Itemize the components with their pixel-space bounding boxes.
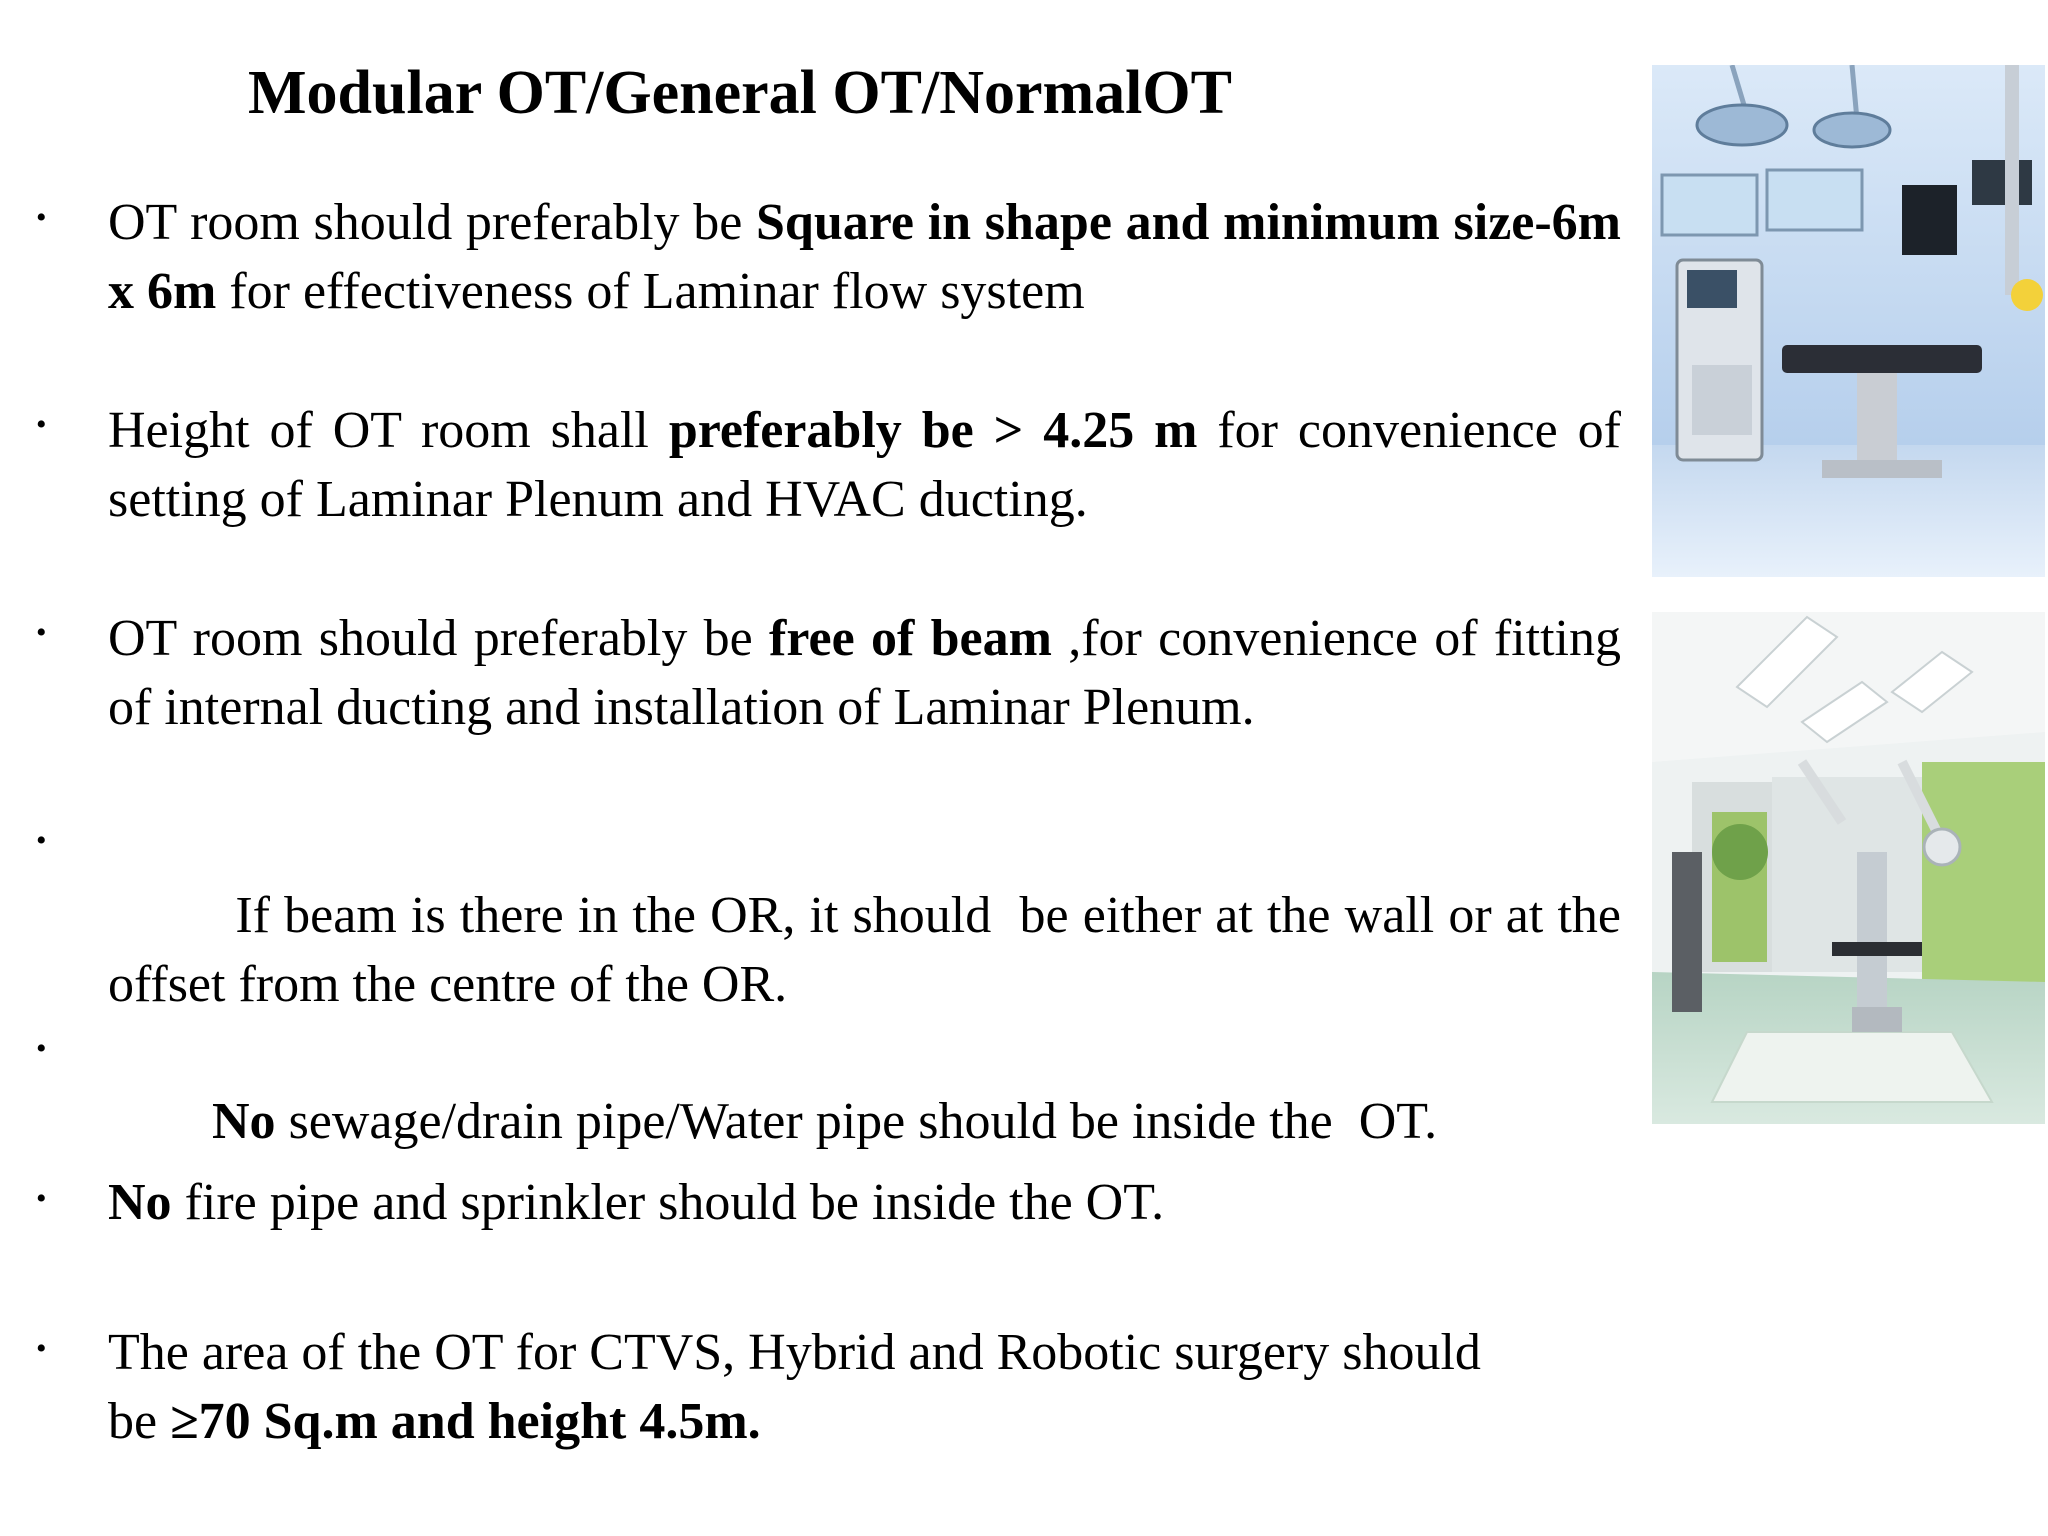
bullet-text (108, 1168, 1621, 1237)
text-run: OT room should preferably be (108, 194, 757, 251)
bullet-text (108, 188, 1621, 326)
text-run-bold: free of beam (769, 610, 1052, 667)
text-run-bold: ≥70 Sq.m and height 4.5m. (170, 1393, 761, 1450)
text-run-bold: No (212, 1093, 276, 1150)
bullet-marker: • (36, 408, 47, 441)
bullet-text (108, 604, 1621, 742)
bullet-text (108, 396, 1621, 534)
text-run: If beam is there in the OR, it should be either at the wall or at the offset from the centre of the OR. (108, 887, 1634, 1013)
text-run: for convenience of setting of Laminar Plenum and HVAC ducting. (108, 402, 1621, 528)
bullet-marker: • (36, 1332, 47, 1365)
bullet-text (108, 1318, 1508, 1456)
bullet-marker: • (36, 1182, 47, 1215)
text-run: OT room should preferably be (108, 610, 770, 667)
text-run-bold: No (108, 1174, 172, 1231)
bullet-marker: • (36, 1032, 47, 1065)
bullet-marker: • (36, 201, 47, 234)
text-run: Height of OT room shall (108, 402, 669, 459)
text-run: ,for convenience of fitting of internal ducting and installation of Laminar Plenum. (108, 610, 1622, 736)
bullet-marker: • (36, 824, 47, 857)
text-run-bold: Square in shape and minimum size-6m x 6m (108, 194, 1621, 320)
operating-room-photo-green-icon (1652, 612, 2045, 1124)
operating-room-photo-blue-icon (1652, 65, 2045, 577)
text-run: The area of the OT for CTVS, Hybrid and Robotic surgery should be (108, 1324, 1481, 1450)
bullet-marker: • (36, 616, 47, 649)
text-run: for effectiveness of Laminar flow system (216, 263, 1085, 320)
slide-title: Modular OT/General OT/NormalOT (248, 59, 1232, 127)
text-run-bold: preferably be > 4.25 m (668, 402, 1198, 459)
text-run: fire pipe and sprinkler should be inside the OT. (171, 1174, 1165, 1231)
text-run: sewage/drain pipe/Water pipe should be inside the OT. (275, 1093, 1438, 1150)
